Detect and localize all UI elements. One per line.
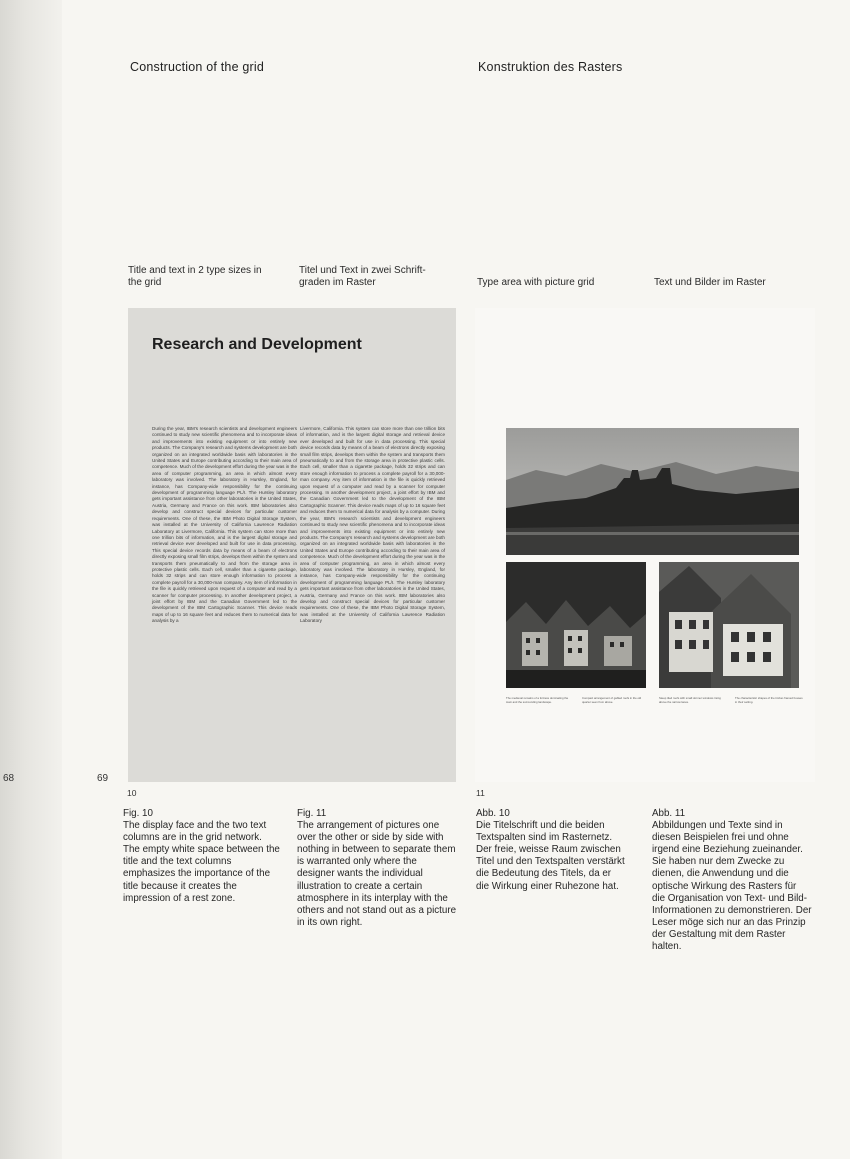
caption-fig10-english bbox=[123, 808, 281, 905]
figure-11-number: 11 bbox=[476, 788, 485, 798]
header-german: Konstruktion des Rasters bbox=[478, 60, 623, 74]
page-number-right: 69 bbox=[97, 773, 109, 784]
figure-10-spread bbox=[128, 308, 456, 782]
figure-10-number: 10 bbox=[127, 788, 137, 798]
book-gutter-shadow bbox=[0, 0, 62, 1159]
figure-10-text-column-1: During the year, IBM's research scientists and development engineers continued to study new scientific phenomena and to incorporate ideas and improvements into existing equipment or into entirely new products. The Company's research and systems development are both organized on an integrated worldwide basis with laboratories in the United States and Europe contributing according to their main area of competence. Much of the development effort during the year was in the area of computer programming, an area in which almost every laboratory was involved. The laboratory in Hursley, England, for instance, has Company-wide responsibility for the continuing development of programming language PL/I. The Hursley laboratory gets important assistance from other laboratories in the United States, Austria, Germany and France on this work. IBM laboratories also develop and construct special devices for particular customer requirements. One of these, the IBM Photo Digital Storage System, was installed at the University of California Lawrence Radiation Laboratory at Livermore, California. This system can store more than one trillion bits of information, and is the largest digital storage and retrieval device ever developed and built for use in data processing. This special device records data by means of a beam of electrons directly exposing small film strips, develops them within the system and transports them pneumatically to and from the storage area in protective plastic cells. Each cell, smaller than a cigarette package, holds 32 strips and can store enough information to process a complete payroll for a 30,000-man company. Any item of information in the file is quickly retrieved upon request of a computer and read by a scanner for computer processing. In another development project, a joint effort by IBM and the Canadian Government led to the development of the IBM Cartographic Scanner. This device reads maps of up to 16 square feet and reduces them to numerical data for analysis by a bbox=[152, 426, 297, 624]
section-label-en-right: Type area with picture grid bbox=[477, 277, 595, 288]
caption-fig11-de-label: Abb. 11 bbox=[652, 808, 686, 819]
photo-gabled-houses bbox=[659, 562, 799, 688]
caption-fig11-de-text: Abbildungen und Texte sind in diesen Beispielen frei und ohne irgend eine Beziehung zueinander. Sie haben nur dem Zwecke zu dienen, die Anwendung und die optische Wirkung des Rasters für die Organisation von Text- und Bild-Informationen zu demonstrieren. Der Leser möge sich nur an das Prinzip der Gestaltung mit dem Raster halten. bbox=[652, 820, 812, 953]
photo-town-rooftops bbox=[506, 562, 646, 688]
caption-fig10-german bbox=[476, 808, 626, 893]
photo-caption-4: The characteristic shapes of the timber-framed houses in their setting. bbox=[735, 696, 803, 704]
caption-fig11-english bbox=[297, 808, 457, 929]
caption-fig10-en-label: Fig. 10 bbox=[123, 808, 153, 819]
caption-fig11-german bbox=[652, 808, 812, 953]
figure-10-text-column-2: Livermore, California. This system can store more than one trillion bits of information, and is the largest digital storage and retrieval device ever developed and built for use in data processing. This special device records data by means of a beam of electrons directly exposing small film strips, develops them within the system and transports them pneumatically to and from the storage area in protective plastic cells. Each cell, smaller than a cigarette package, holds 32 strips and can store enough information to process a complete payroll for a 30,000-man company. Any item of information in the file is quickly retrieved upon request of a computer and read by a scanner for computer processing. In another development project, a joint effort by IBM and the Canadian Government led to the development of the IBM Cartographic Scanner. This device reads maps of up to 16 square feet and reduces them to numerical data for analysis by a computer. During the year, IBM's research scientists and development engineers continued to study new scientific phenomena and to incorporate ideas and improvements into existing equipment or into entirely new products. The Company's research and systems development are both organized on an integrated worldwide basis with laboratories in the United States and Europe contributing according to their main area of competence. Much of the development effort during the year was in the area of computer programming, an area in which almost every laboratory was involved. The laboratory in Hursley, England, for instance, has Company-wide responsibility for the continuing development of programming language PL/I. The Hursley laboratory gets important assistance from other laboratories in the United States, Austria, Germany and France on this work. IBM laboratories also develop and construct special devices for particular customer requirements. One of these, the IBM Photo Digital Storage System, was installed at the University of California Lawrence Radiation Laboratory bbox=[300, 426, 445, 624]
photo-caption-1: The medieval remains of a fortress dominating the town and the surrounding landscape. bbox=[506, 696, 569, 704]
caption-fig10-de-label: Abb. 10 bbox=[476, 808, 510, 819]
caption-fig10-en-text: The display face and the two text columns are in the grid network. The empty white space between the title and the text columns emphasizes the importance of the title because it creates the impression of a rest zone. bbox=[123, 820, 280, 904]
figure-10-title: Research and Development bbox=[152, 336, 362, 353]
photo-caption-3: Steep tiled roofs with small dormer windows rising above the narrow lanes. bbox=[659, 696, 721, 704]
photo-castle-landscape bbox=[506, 428, 799, 555]
section-label-de-right: Text und Bilder im Raster bbox=[654, 277, 766, 288]
section-label-de-left: Titel und Text in zwei Schrift-graden im Raster bbox=[299, 265, 426, 288]
caption-fig11-en-text: The arrangement of pictures one over the other or side by side with nothing in between to separate them is warranted only where the designer wants the individual illustration to create a certain atmosphere in its interplay with the others and not stand out as a picture in its own right. bbox=[297, 820, 457, 928]
caption-fig10-de-text: Die Titelschrift und die beiden Textspalten sind im Rasternetz. Der freie, weisse Raum zwischen Titel und den Textspalten verstärkt die Bedeutung des Titels, da er die Wirkung einer Ruhezone hat. bbox=[476, 820, 625, 892]
section-label-en-left: Title and text in 2 type sizes in the grid bbox=[128, 265, 262, 288]
header-english: Construction of the grid bbox=[130, 60, 265, 74]
photo-caption-2: Compact arrangement of gabled roofs in the old quarter seen from above. bbox=[582, 696, 642, 704]
caption-fig11-en-label: Fig. 11 bbox=[297, 808, 327, 819]
page-number-left: 68 bbox=[3, 773, 15, 784]
